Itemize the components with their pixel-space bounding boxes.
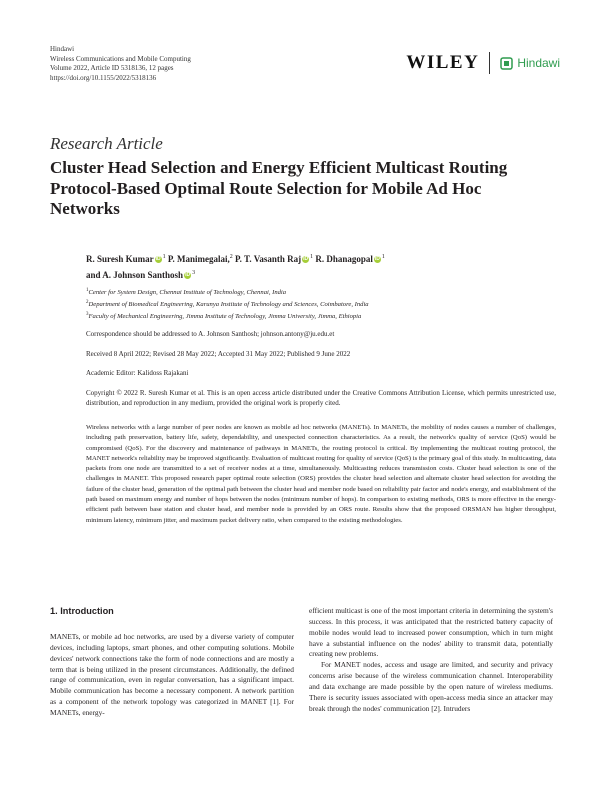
intro-right-column (309, 606, 553, 714)
journal-header (50, 45, 191, 83)
paragraph: MANETs, or mobile ad hoc networks, are used by a diverse variety of computer devices, including laptops, smart phones, and other computing solutions. Mobile devices' network connections take the form of node connections and are mostly a term that is being utilized in the present circumstances. Additionally, the defined range of communication, even in regular conversation, has a significant impact. Mobile communication has become a necessary component. A network partition as a component of the network topology was categorized in MANET [1]. For MANETs, energy- (50, 632, 294, 717)
orcid-icon[interactable]: iD (374, 256, 380, 263)
copyright-notice: Copyright © 2022 R. Suresh Kumar et al. This is an open access article distributed under the Creative Commons Attribution License, which permits unrestricted use, distribution, and reproduction in any medium, provided the original work is properly cited. (86, 389, 556, 407)
journal-name: Wireless Communications and Mobile Computing (50, 54, 191, 63)
wiley-logo[interactable]: WILEY (406, 52, 480, 73)
author-affiliation-marker: 1 (162, 254, 166, 260)
author-name: R. Dhanagopal (315, 254, 373, 264)
paragraph: efficient multicast is one of the most important criteria in determining the system's success. In this process, it was anticipated that the restricted battery capacity of mobile nodes would lead to increased power consumption, which in turn might have a substantial influence on the nodes' ability to transmit data, potentially creating new problems. (309, 606, 553, 659)
publisher-name: Hindawi (50, 45, 75, 53)
abstract: Wireless networks with a large number of peer nodes are known as mobile ad hoc networks (MANETs). In MANETs, the mobility of nodes causes a number of challenges, including path preservation, battery life, safety, dependability, and unexpected connection characteristics. As a result, the network's quality of service (QoS) would be compromised (QoS). For the discovery and maintenance of pathways in MANETs, the routing protocol is critical. By implementing the multicast routing protocol, the MANET network's reliability may be improved significantly. Evaluation of multicast routing for quality of service (QoS) is the primary goal of this study. In multicasting, data packets from one node are transmitted to a set of receiver nodes at a time, simultaneously. Multicasting reduces transmission costs. Cluster head selection is one of the challenges in MANET. This proposed research paper optimal route selection (ORS) provides the cluster head selection and alternate cluster head selection for avoiding the failure of the cluster head, generation of the optimal path between the cluster head and member node based on reliability pair factor and node's energy, and establishment of the path based on maximum energy and number of hops between the nodes (minimum number of hops). In comparison to existing methods, ORS is more effective in the energy-efficient path between base station and cluster head, and member node is provided by an ORS route. Results show that the proposed ORSMAN has higher throughput, minimum latency, minimum jitter, and maximum packet delivery ratio, when compared to the existing methodologies. (86, 424, 556, 524)
author-affiliation-marker: 3 (192, 270, 196, 276)
hindawi-mark-icon (500, 57, 513, 70)
affiliation: $^3$Faculty of Mechanical Engineering, Jimma Institute of Technology, Jimma University, Jimma, Ethiopia (86, 312, 362, 321)
publisher-logos (406, 52, 560, 74)
volume-line: Volume 2022, Article ID 5318136, 12 pages (50, 64, 174, 72)
author-affiliation-marker: 2 (229, 254, 233, 260)
author-name: P. T. Vasanth Raj (235, 254, 302, 264)
orcid-icon[interactable]: iD (155, 256, 161, 263)
article-type: Research Article (50, 134, 163, 153)
author-affiliation-marker: 1 (310, 254, 314, 260)
section-heading: 1. Introduction (50, 606, 114, 616)
paragraph: For MANET nodes, access and usage are limited, and security and privacy concerns arise because of the wireless communication channel. Interoperability and data exchange are made possible by the open nature of wireless mediums. There is security issues associated with open-access media since an attacker may break through the nodes' communication [2]. Intruders (309, 660, 553, 713)
author-list (86, 250, 546, 282)
author-name: and A. Johnson Santhosh (86, 270, 184, 280)
correspondence: Correspondence should be addressed to A. Johnson Santhosh; johnson.antony@ju.edu.et (86, 330, 335, 338)
academic-editor: Academic Editor: Kalidoss Rajakani (86, 369, 189, 377)
hindawi-logo-text: Hindawi (517, 56, 560, 70)
author-name: R. Suresh Kumar (86, 254, 154, 264)
affiliation: $^2$Department of Biomedical Engineering, Karunya Institute of Technology and Sciences, Coimbatore, India (86, 300, 369, 309)
hindawi-logo[interactable] (500, 56, 560, 70)
author-affiliation-marker: 1 (381, 254, 385, 260)
orcid-icon[interactable]: iD (185, 272, 191, 279)
logo-divider (489, 52, 490, 74)
doi-link[interactable]: https://doi.org/10.1155/2022/5318136 (50, 73, 157, 82)
author-name: P. Manimegalai, (167, 254, 230, 264)
paper-title: Cluster Head Selection and Energy Efficient Multicast Routing Protocol-Based Optimal Route Selection for Mobile Ad Hoc Networks (50, 158, 508, 218)
orcid-icon[interactable]: iD (303, 256, 309, 263)
publication-dates: Received 8 April 2022; Revised 28 May 2022; Accepted 31 May 2022; Published 9 June 2022 (86, 350, 351, 358)
intro-left-column (50, 632, 294, 719)
affiliation: $^1$Center for System Design, Chennai Institute of Technology, Chennai, India (86, 288, 287, 297)
